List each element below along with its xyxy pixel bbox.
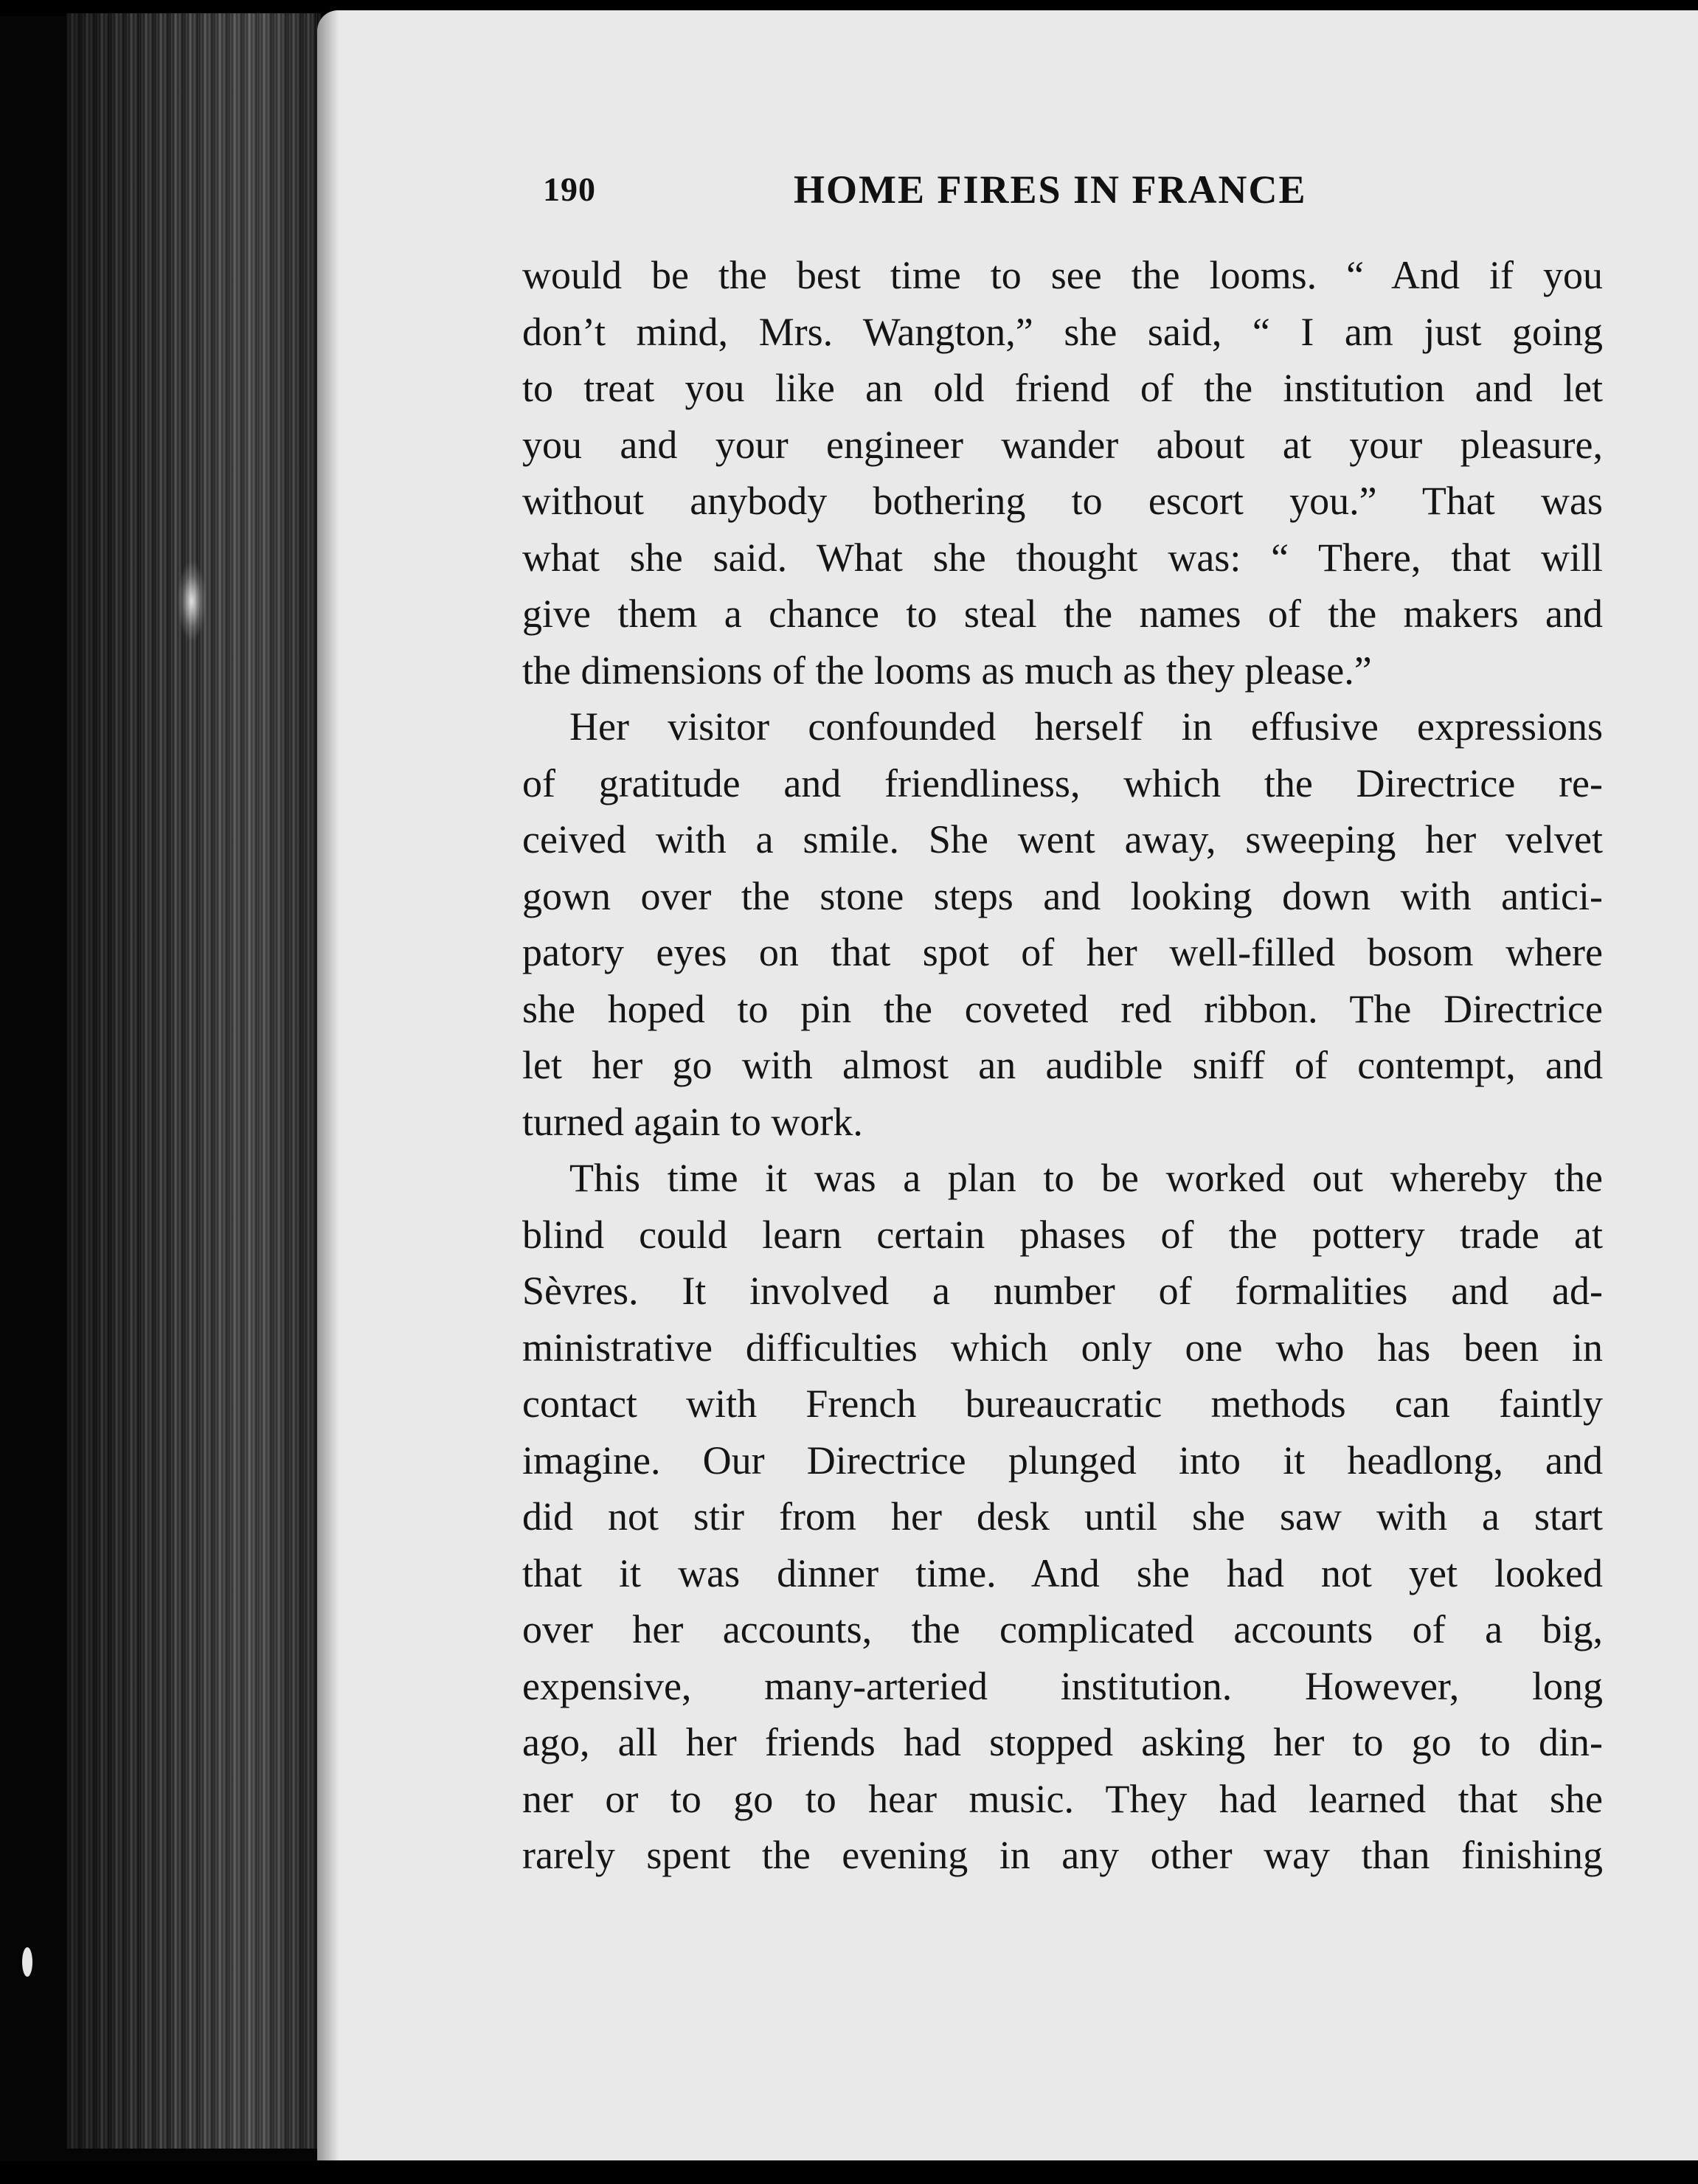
book-page-edges [66, 13, 321, 2149]
running-head: HOME FIRES IN FRANCE [794, 167, 1307, 212]
text-line: ago, all her friends had stopped asking her to go to din- [522, 1720, 1603, 1764]
scan-bottom-border [0, 2161, 1698, 2184]
text-line: she hoped to pin the coveted red ribbon. The Directrice [522, 986, 1603, 1031]
text-line: don’t mind, Mrs. Wangton,” she said, “ I am just going [522, 309, 1603, 354]
scan-speck [22, 1947, 32, 1977]
text-line: what she said. What she thought was: “ There, that will [522, 535, 1603, 580]
text-line: would be the best time to see the looms. “ And if you [522, 253, 1603, 297]
text-line: to treat you like an old friend of the institution and let [522, 366, 1603, 410]
text-line: gown over the stone steps and looking down with antici- [522, 873, 1603, 918]
text-line: ner or to go to hear music. They had learned that she [522, 1776, 1603, 1821]
light-reflection [177, 561, 207, 642]
text-line: did not stir from her desk until she saw with a start [522, 1494, 1603, 1539]
text-line: let her go with almost an audible sniff of contempt, and [522, 1043, 1603, 1087]
text-line: over her accounts, the complicated accounts of a big, [522, 1607, 1603, 1651]
body-text [522, 247, 1603, 1884]
text-line: of gratitude and friendliness, which the Directrice re- [522, 760, 1603, 805]
text-line: ministrative difficulties which only one who has been in [522, 1325, 1603, 1370]
text-line: without anybody bothering to escort you.” That was [522, 479, 1603, 523]
text-line: turned again to work. [522, 1099, 863, 1144]
text-line: contact with French bureaucratic methods can faintly [522, 1382, 1603, 1426]
page-header [543, 162, 1354, 221]
paragraph-first-line: This time it was a plan to be worked out whereby the [569, 1156, 1603, 1200]
text-line: imagine. Our Directrice plunged into it headlong, and [522, 1438, 1603, 1483]
text-line: ceived with a smile. She went away, sweeping her velvet [522, 817, 1603, 862]
text-line: Sèvres. It involved a number of formalities and ad- [522, 1269, 1603, 1313]
paragraph-first-line: Her visitor confounded herself in effusive expressions [569, 704, 1603, 749]
text-line: you and your engineer wander about at your pleasure, [522, 422, 1603, 467]
text-line: expensive, many-arteried institution. However, long [522, 1663, 1603, 1708]
text-line: rarely spent the evening in any other way than finishing [522, 1833, 1603, 1877]
text-line: blind could learn certain phases of the pottery trade at [522, 1212, 1603, 1257]
text-line: give them a chance to steal the names of the makers and [522, 592, 1603, 636]
text-line: that it was dinner time. And she had not yet looked [522, 1550, 1603, 1595]
text-line: patory eyes on that spot of her well-filled bosom where [522, 930, 1603, 974]
page-number: 190 [543, 170, 596, 208]
text-line: the dimensions of the looms as much as they please.” [522, 648, 1372, 693]
